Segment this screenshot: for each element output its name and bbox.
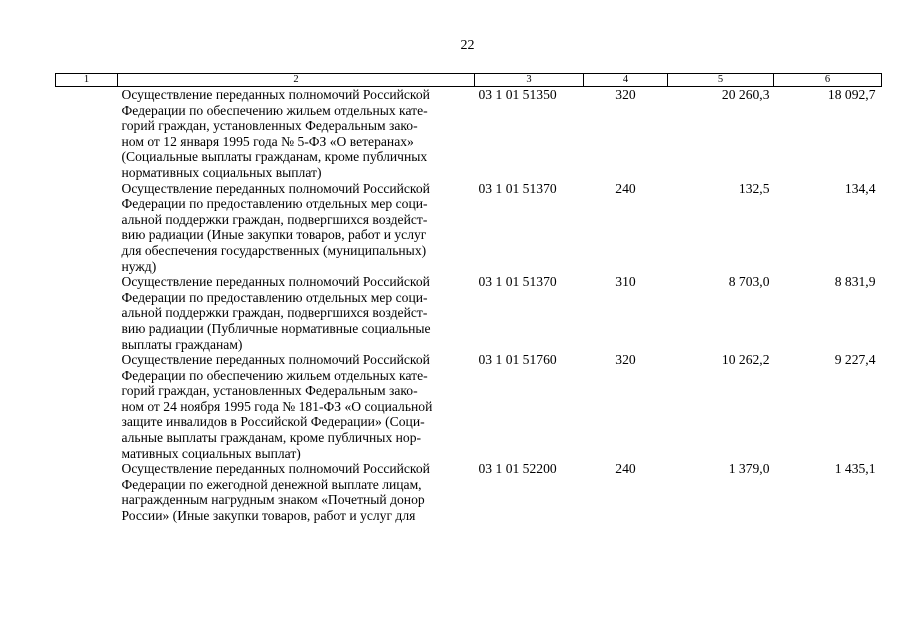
expense-name-line: защите инвалидов в Российской Федерации» (Соци- (121, 414, 425, 430)
column-number: 1 (56, 74, 118, 87)
expense-name-line: Осуществление переданных полномочий Российской (121, 180, 430, 196)
expense-name-line: альной поддержки граждан, подвергшихся воздейст- (121, 305, 428, 321)
expense-name-line: нормативных социальных выплат) (121, 164, 322, 180)
expense-name-line: Осуществление переданных полномочий Российской (121, 352, 430, 368)
expense-name-line: Осуществление переданных полномочий Российской (121, 274, 430, 290)
expense-name-line: Осуществление переданных полномочий Российской (121, 461, 430, 477)
expense-name-line: мативных социальных выплат) (121, 445, 301, 461)
expense-name-line: ном от 24 ноября 1995 года № 181-ФЗ «О социальной (121, 398, 433, 414)
row-index-cell (56, 461, 118, 523)
amount-first-year-cell: 132,5 (738, 180, 770, 196)
amount-second-year-cell: 8 831,9 (834, 274, 876, 290)
table-row (56, 181, 882, 275)
expense-name-line: горий граждан, установленных Федеральным зако- (121, 383, 418, 399)
expense-name-line: для обеспечения государственных (муниципальных) (121, 242, 427, 258)
target-code-cell: 03 1 01 51350 (478, 87, 557, 102)
expense-name-line: нужд) (121, 258, 157, 274)
expense-type-cell: 240 (615, 180, 636, 196)
expense-type-cell: 320 (615, 352, 636, 368)
expense-name-line: Федерации по обеспечению жильем отдельных кате- (121, 367, 428, 383)
table-row (56, 87, 882, 181)
expense-name-line: награжденным нагрудным знаком «Почетный донор (121, 492, 425, 508)
expense-name-line: выплаты гражданам) (121, 336, 243, 352)
amount-second-year-cell: 1 435,1 (834, 461, 876, 477)
amount-first-year-cell: 10 262,2 (721, 352, 770, 368)
expense-name-line: Федерации по предоставлению отдельных мер соци- (121, 196, 428, 212)
table-row (56, 352, 882, 461)
expense-name-line: вию радиации (Публичные нормативные социальные (121, 320, 431, 336)
row-index-cell (56, 87, 118, 181)
table-row (56, 461, 882, 523)
table-body (56, 87, 882, 524)
column-number: 3 (475, 74, 584, 87)
expense-name-cell (118, 352, 475, 461)
expense-name-line: Федерации по обеспечению жильем отдельных кате- (121, 102, 428, 118)
amount-second-year-cell: 134,4 (844, 180, 876, 196)
table-row (56, 274, 882, 352)
column-number: 5 (668, 74, 774, 87)
target-code-cell: 03 1 01 51370 (478, 180, 557, 196)
target-code-cell: 03 1 01 52200 (478, 461, 557, 477)
page-number: 22 (460, 38, 475, 53)
column-number: 4 (584, 74, 668, 87)
expense-name-line: ном от 12 января 1995 года № 5-ФЗ «О ветеранах» (121, 133, 414, 149)
expense-name-line: России» (Иные закупки товаров, работ и услуг для (121, 508, 416, 524)
target-code-cell: 03 1 01 51370 (478, 274, 557, 290)
amount-second-year-cell: 9 227,4 (834, 352, 876, 368)
expense-name-cell (118, 461, 475, 523)
expense-type-cell: 240 (615, 461, 636, 477)
expense-name-cell (118, 274, 475, 352)
target-code-cell: 03 1 01 51760 (478, 352, 557, 368)
column-number: 2 (118, 74, 475, 87)
row-index-cell (56, 274, 118, 352)
column-number-row (56, 74, 882, 87)
amount-first-year-cell: 20 260,3 (721, 87, 770, 102)
row-index-cell (56, 352, 118, 461)
expense-name-line: Осуществление переданных полномочий Российской (121, 87, 430, 102)
expense-name-line: (Социальные выплаты гражданам, кроме публичных (121, 149, 428, 165)
row-index-cell (56, 181, 118, 275)
table-header (56, 74, 882, 87)
expense-name-line: вию радиации (Иные закупки товаров, работ и услуг (121, 227, 427, 243)
amount-second-year-cell: 18 092,7 (827, 87, 876, 102)
expense-name-line: альной поддержки граждан, подвергшихся воздейст- (121, 211, 428, 227)
column-number: 6 (774, 74, 882, 87)
expense-type-cell: 310 (615, 274, 636, 290)
expense-type-cell: 320 (615, 87, 636, 102)
expense-name-cell (118, 181, 475, 275)
expense-name-line: альные выплаты гражданам, кроме публичных нор- (121, 430, 422, 446)
expense-name-line: Федерации по ежегодной денежной выплате лицам, (121, 476, 422, 492)
expense-name-line: горий граждан, установленных Федеральным зако- (121, 118, 418, 134)
budget-table (55, 73, 882, 524)
amount-first-year-cell: 8 703,0 (728, 274, 770, 290)
expense-name-line: Федерации по предоставлению отдельных мер соци- (121, 289, 428, 305)
amount-first-year-cell: 1 379,0 (728, 461, 770, 477)
expense-name-cell (118, 87, 475, 181)
